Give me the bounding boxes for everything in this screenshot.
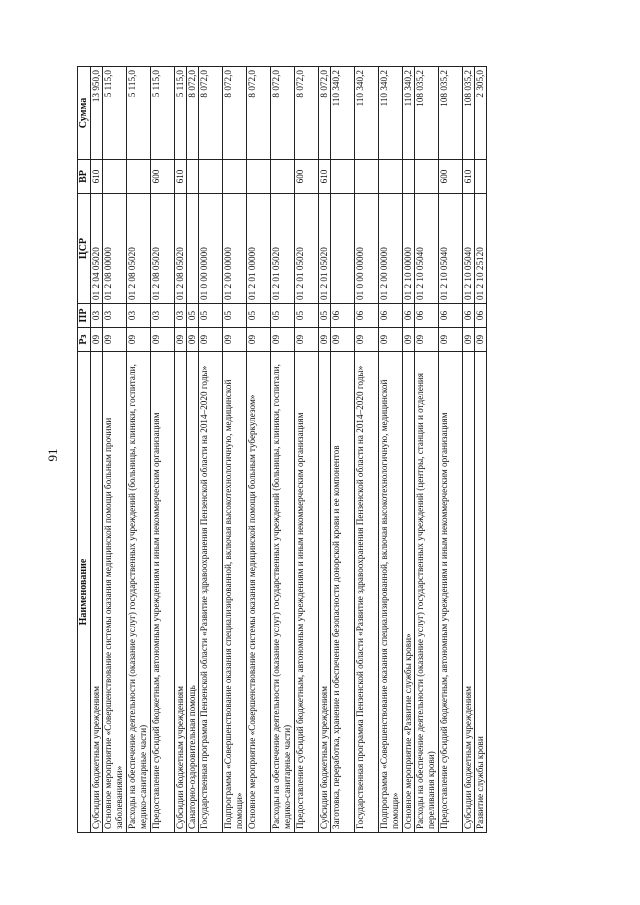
cell-name: Развитие службы крови <box>475 352 487 833</box>
table-row <box>439 67 463 833</box>
table-row <box>403 67 415 833</box>
cell-sum: 5 115,0 <box>175 67 187 160</box>
cell-vr: 600 <box>295 160 319 194</box>
cell-rz: 09 <box>463 328 475 352</box>
cell-name: Субсидии бюджетным учреждениям <box>91 352 103 833</box>
cell-name: Подпрограмма «Совершенствование оказания специализированной, включая высокотехнологичную, медицинской помощи» <box>379 352 403 833</box>
cell-name: Основное мероприятие «Совершенствование системы оказания медицинской помощи больным прочими заболеваниями» <box>103 352 127 833</box>
table-row <box>127 67 151 833</box>
cell-rz: 09 <box>127 328 151 352</box>
table-row <box>199 67 223 833</box>
cell-vr <box>271 160 295 194</box>
cell-vr: 600 <box>151 160 175 194</box>
cell-pr: 03 <box>151 304 175 328</box>
cell-vr: 610 <box>319 160 331 194</box>
cell-csr: 01 2 10 25120 <box>475 194 487 304</box>
cell-sum: 13 950,0 <box>91 67 103 160</box>
cell-vr <box>331 160 355 194</box>
page-number: 91 <box>45 448 60 462</box>
table-row <box>91 67 103 833</box>
cell-pr: 05 <box>295 304 319 328</box>
table-row <box>271 67 295 833</box>
table-row <box>295 67 319 833</box>
cell-name: Предоставление субсидий бюджетным, автономным учреждениям и иным некоммерческим организациям <box>439 352 463 833</box>
table-row <box>175 67 187 833</box>
cell-sum: 2 305,0 <box>475 67 487 160</box>
cell-pr: 06 <box>355 304 379 328</box>
cell-rz: 09 <box>331 328 355 352</box>
cell-sum: 108 035,2 <box>439 67 463 160</box>
cell-vr: 600 <box>439 160 463 194</box>
cell-name: Субсидии бюджетным учреждениям <box>175 352 187 833</box>
table-row <box>475 67 487 833</box>
cell-sum: 5 115,0 <box>151 67 175 160</box>
cell-pr: 05 <box>199 304 223 328</box>
cell-name: Заготовка, переработка, хранение и обеспечение безопасности донорской крови и ее компонентов <box>331 352 355 833</box>
cell-sum: 5 115,0 <box>103 67 127 160</box>
cell-csr: 01 2 10 05040 <box>415 194 439 304</box>
cell-vr: 610 <box>91 160 103 194</box>
header-csr: ЦСР <box>78 194 91 304</box>
cell-pr: 03 <box>103 304 127 328</box>
table-header-row <box>78 67 91 833</box>
cell-vr <box>355 160 379 194</box>
cell-vr: 610 <box>175 160 187 194</box>
cell-rz: 09 <box>439 328 463 352</box>
header-vr: ВР <box>78 160 91 194</box>
cell-sum: 110 340,2 <box>403 67 415 160</box>
cell-sum: 8 072,0 <box>187 67 199 160</box>
cell-sum: 8 072,0 <box>199 67 223 160</box>
cell-rz: 09 <box>247 328 271 352</box>
cell-name: Предоставление субсидий бюджетным, автономным учреждениям и иным некоммерческим организациям <box>295 352 319 833</box>
cell-csr <box>331 194 355 304</box>
table-row <box>223 67 247 833</box>
cell-rz: 09 <box>199 328 223 352</box>
cell-rz: 09 <box>187 328 199 352</box>
cell-name: Расходы на обеспечение деятельности (оказание услуг) государственных учреждений (больницы, клиники, госпитали, медико-санитарные части) <box>127 352 151 833</box>
cell-pr: 03 <box>175 304 187 328</box>
cell-name: Санаторно-оздоровительная помощь <box>187 352 199 833</box>
header-rz: Рз <box>78 328 91 352</box>
table-row <box>319 67 331 833</box>
cell-vr <box>415 160 439 194</box>
cell-csr: 01 2 00 00000 <box>223 194 247 304</box>
cell-csr: 01 2 08 00000 <box>103 194 127 304</box>
cell-pr: 03 <box>91 304 103 328</box>
cell-pr: 05 <box>223 304 247 328</box>
cell-csr <box>187 194 199 304</box>
table-row <box>463 67 475 833</box>
cell-csr: 01 0 00 00000 <box>199 194 223 304</box>
cell-name: Основное мероприятие «Совершенствование системы оказания медицинской помощи больным туберкулезом» <box>247 352 271 833</box>
cell-pr: 06 <box>475 304 487 328</box>
cell-sum: 8 072,0 <box>271 67 295 160</box>
cell-csr: 01 2 10 00000 <box>403 194 415 304</box>
cell-name: Субсидии бюджетным учреждениям <box>463 352 475 833</box>
cell-pr: 06 <box>439 304 463 328</box>
cell-pr: 06 <box>403 304 415 328</box>
cell-pr: 06 <box>379 304 403 328</box>
cell-rz: 09 <box>319 328 331 352</box>
cell-name: Подпрограмма «Совершенствование оказания специализированной, включая высокотехнологичную, медицинской помощи» <box>223 352 247 833</box>
cell-vr <box>223 160 247 194</box>
cell-sum: 110 340,2 <box>331 67 355 160</box>
cell-name: Государственная программа Пензенской области «Развитие здравоохранения Пензенской области на 2014–2020 годы» <box>199 352 223 833</box>
cell-csr: 01 0 00 00000 <box>355 194 379 304</box>
cell-rz: 09 <box>379 328 403 352</box>
cell-csr: 01 2 10 05040 <box>439 194 463 304</box>
cell-csr: 01 2 08 05020 <box>151 194 175 304</box>
cell-pr: 05 <box>271 304 295 328</box>
cell-pr: 06 <box>415 304 439 328</box>
cell-csr: 01 2 08 05020 <box>175 194 187 304</box>
cell-pr: 05 <box>319 304 331 328</box>
header-name: Наименование <box>78 352 91 833</box>
table-row <box>187 67 199 833</box>
cell-rz: 09 <box>403 328 415 352</box>
table-row <box>415 67 439 833</box>
cell-sum: 8 072,0 <box>247 67 271 160</box>
cell-name: Предоставление субсидий бюджетным, автономным учреждениям и иным некоммерческим организациям <box>151 352 175 833</box>
cell-csr: 01 2 04 05020 <box>91 194 103 304</box>
cell-csr: 01 2 01 00000 <box>247 194 271 304</box>
cell-vr <box>187 160 199 194</box>
cell-pr: 05 <box>247 304 271 328</box>
header-pr: ПР <box>78 304 91 328</box>
cell-name: Основное мероприятие «Развитие службы крови» <box>403 352 415 833</box>
cell-sum: 8 072,0 <box>319 67 331 160</box>
cell-sum: 8 072,0 <box>223 67 247 160</box>
cell-vr <box>379 160 403 194</box>
table-row <box>331 67 355 833</box>
cell-rz: 09 <box>91 328 103 352</box>
cell-rz: 09 <box>271 328 295 352</box>
cell-rz: 09 <box>355 328 379 352</box>
table-row <box>247 67 271 833</box>
cell-csr: 01 2 00 00000 <box>379 194 403 304</box>
cell-vr <box>475 160 487 194</box>
cell-csr: 01 2 01 05020 <box>271 194 295 304</box>
cell-rz: 09 <box>151 328 175 352</box>
cell-vr: 610 <box>463 160 475 194</box>
cell-vr <box>247 160 271 194</box>
header-sum: Сумма <box>78 67 91 160</box>
cell-csr: 01 2 10 05040 <box>463 194 475 304</box>
cell-rz: 09 <box>295 328 319 352</box>
cell-sum: 8 072,0 <box>295 67 319 160</box>
cell-name: Государственная программа Пензенской области «Развитие здравоохранения Пензенской области на 2014–2020 годы» <box>355 352 379 833</box>
cell-pr: 06 <box>331 304 355 328</box>
budget-table <box>77 66 487 833</box>
rotated-table-wrapper <box>77 67 587 833</box>
cell-vr <box>403 160 415 194</box>
cell-vr <box>127 160 151 194</box>
table-row <box>151 67 175 833</box>
table-row <box>379 67 403 833</box>
cell-sum: 5 115,0 <box>127 67 151 160</box>
cell-pr: 06 <box>463 304 475 328</box>
cell-pr: 03 <box>127 304 151 328</box>
cell-rz: 09 <box>415 328 439 352</box>
cell-sum: 108 035,2 <box>463 67 475 160</box>
cell-pr: 05 <box>187 304 199 328</box>
table-row <box>103 67 127 833</box>
cell-csr: 01 2 08 05020 <box>127 194 151 304</box>
cell-vr <box>199 160 223 194</box>
cell-rz: 09 <box>175 328 187 352</box>
cell-sum: 110 340,2 <box>379 67 403 160</box>
cell-csr: 01 2 01 05020 <box>295 194 319 304</box>
cell-sum: 110 340,2 <box>355 67 379 160</box>
cell-rz: 09 <box>223 328 247 352</box>
cell-vr <box>103 160 127 194</box>
cell-rz: 09 <box>475 328 487 352</box>
table-row <box>355 67 379 833</box>
cell-csr: 01 2 01 05020 <box>319 194 331 304</box>
cell-name: Расходы на обеспечение деятельности (оказание услуг) государственных учреждений (центры, станции и отделения переливания крови) <box>415 352 439 833</box>
cell-sum: 108 035,2 <box>415 67 439 160</box>
cell-name: Расходы на обеспечение деятельности (оказание услуг) государственных учреждений (больницы, клиники, госпитали, медико-санитарные части) <box>271 352 295 833</box>
cell-rz: 09 <box>103 328 127 352</box>
cell-name: Субсидии бюджетным учреждениям <box>319 352 331 833</box>
